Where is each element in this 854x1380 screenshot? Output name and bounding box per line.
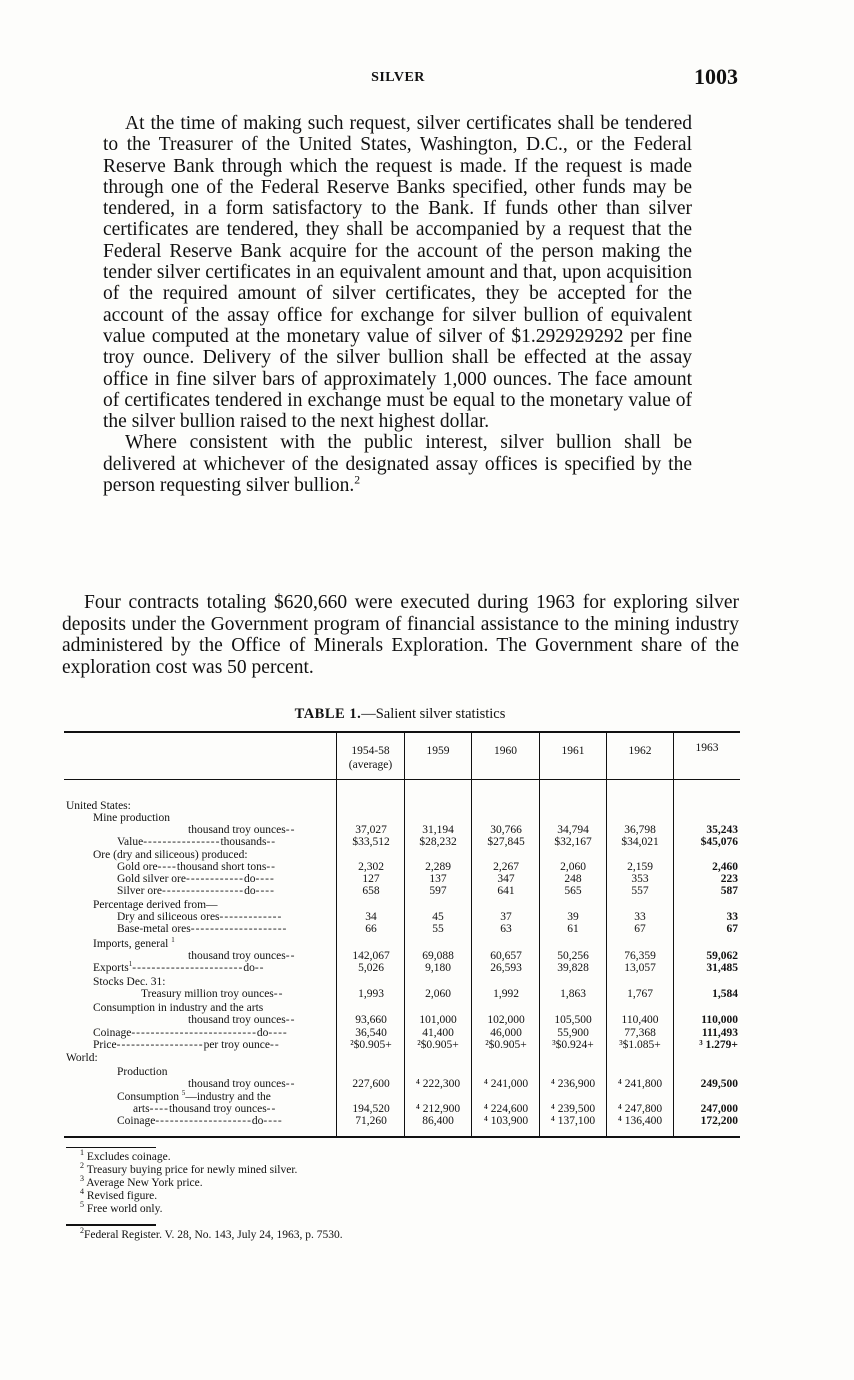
- table-cell: ⁴ 137,100: [550, 1115, 596, 1127]
- table-cell: 66: [365, 923, 377, 935]
- table-footnote: $^3$ Average New York price.: [80, 1174, 203, 1189]
- row-label-consumption-world: Consumption $^5$—industry and the: [117, 1090, 271, 1103]
- table-cell: 34,794: [557, 824, 589, 836]
- table-cell: 86,400: [422, 1115, 454, 1127]
- table-cell: 194,520: [352, 1103, 390, 1115]
- table-cell: ³$1.085+: [619, 1039, 661, 1051]
- column-header-1954-58: [337, 744, 404, 772]
- row-label-unit: thousand troy ounces--: [188, 950, 296, 962]
- column-header-1963: 1963: [695, 742, 719, 754]
- table-cell: 1,863: [560, 988, 586, 1000]
- table-cell: 61: [567, 923, 579, 935]
- table-cell: 26,593: [490, 962, 522, 974]
- table-cell: ³$0.924+: [552, 1039, 594, 1051]
- column-header-1959: 1959: [426, 745, 450, 757]
- table-cell: 658: [362, 885, 380, 897]
- table-cell: 63: [500, 923, 512, 935]
- body-paragraph: Four contracts totaling $620,660 were executed during 1963 for exploring silver deposits under the Government program of financial assistance to the mining industry administered by the Office of Minerals Exploration. The Government share of the exploration cost was 50 percent.: [62, 592, 739, 678]
- table-caption: —Salient silver statistics: [361, 706, 506, 722]
- row-label-production: Production: [117, 1066, 168, 1078]
- table-cell: 67: [726, 923, 738, 935]
- table-cell: 248: [564, 873, 582, 885]
- row-label-exports: Exports$^1$-----------------------do--: [93, 961, 265, 974]
- table-cell: 39: [567, 911, 579, 923]
- table-cell: 587: [720, 885, 738, 897]
- table-cell: ⁴ 239,500: [550, 1103, 596, 1115]
- row-label-base-metal: Base-metal ores--------------------: [117, 923, 288, 935]
- page-number: 1003: [694, 64, 738, 89]
- table-cell: 641: [497, 885, 515, 897]
- table-cell: 93,660: [355, 1014, 387, 1026]
- table-cell: ⁴ 247,800: [617, 1103, 663, 1115]
- table-cell: 45: [432, 911, 444, 923]
- table-cell: 2,289: [425, 861, 451, 873]
- table-cell: ²$0.905+: [417, 1039, 459, 1051]
- row-label-treasury: Treasury million troy ounces--: [141, 988, 284, 1000]
- row-label-ore: Ore (dry and siliceous) produced:: [93, 849, 248, 861]
- row-label-dry-siliceous: Dry and siliceous ores-------------: [117, 911, 283, 923]
- table-cell: 55,900: [557, 1027, 589, 1039]
- running-header-title: SILVER: [371, 70, 425, 85]
- quote-paragraph-1: At the time of making such request, silver certificates shall be tendered to the Treasurer of the United States, Washington, D.C., or the Federal Reserve Bank through which the request is made. If the request is made through one of the Federal Reserve Banks specified, other funds may be tendered, in a form satisfactory to the Bank. If funds other than silver certificates are tendered, they shall be accompanied by a request that the Federal Reserve Bank acquire for the account of the person making the tender silver certificates in an equivalent amount and that, upon acquisition of the required amount of silver certificates, they be accepted for the account of the assay office for exchange for silver bullion of equivalent value computed at the monetary value of silver of $1.292929292 per fine troy ounce. Delivery of the silver bullion shall be effected at the assay office in fine silver bars of approximately 1,000 ounces. The face amount of certificates tendered in exchange must be equal to the monetary value of the silver bullion raised to the next highest dollar.: [103, 113, 692, 433]
- table-cell: 110,000: [701, 1014, 738, 1026]
- table-header-rule: [64, 779, 740, 780]
- table-footnote: $^5$ Free world only.: [80, 1200, 163, 1215]
- table-title: [63, 706, 737, 723]
- table-cell: 50,256: [557, 950, 589, 962]
- column-header-1960: 1960: [494, 745, 517, 757]
- row-label-consumption: Consumption in industry and the arts: [93, 1002, 264, 1014]
- row-label-unit: thousand troy ounces--: [188, 1014, 296, 1026]
- table-cell: 35,243: [706, 824, 738, 836]
- row-label-value: Value----------------thousands--: [117, 836, 277, 848]
- table-cell: $27,845: [487, 836, 525, 848]
- table-cell: $33,512: [352, 836, 390, 848]
- table-cell: 557: [631, 885, 649, 897]
- table-cell: 36,798: [624, 824, 656, 836]
- table-cell: 247,000: [700, 1103, 738, 1115]
- table-cell: 105,500: [554, 1014, 592, 1026]
- quoted-regulation: [103, 113, 692, 496]
- table-footnote: $^2$ Treasury buying price for newly mined silver.: [80, 1161, 298, 1176]
- table-cell: 1,767: [627, 988, 653, 1000]
- table-cell: 39,828: [557, 962, 589, 974]
- table-cell: 1,584: [712, 988, 738, 1000]
- table-cell: $28,232: [419, 836, 457, 848]
- row-label-gold-ore: Gold ore----thousand short tons--: [117, 861, 277, 873]
- row-label-arts: arts----thousand troy ounces--: [133, 1103, 277, 1115]
- column-header-1962: 1962: [628, 745, 652, 757]
- page-footnote: $^2$Federal Register. V. 28, No. 143, July 24, 1963, p. 7530.: [80, 1226, 343, 1241]
- table-cell: ⁴ 241,800: [617, 1078, 663, 1090]
- table-cell: 31,485: [706, 962, 738, 974]
- table-cell: 1,993: [358, 988, 384, 1000]
- table-cell: ⁴ 222,300: [415, 1078, 461, 1090]
- table-cell: 2,267: [493, 861, 519, 873]
- table-cell: 227,600: [352, 1078, 390, 1090]
- table-cell: 55: [432, 923, 444, 935]
- table-cell: ³ 1.279+: [699, 1039, 738, 1051]
- table-cell: 30,766: [490, 824, 522, 836]
- table-cell: 101,000: [419, 1014, 457, 1026]
- table-cell: ⁴ 103,900: [483, 1115, 529, 1127]
- row-label-coinage: Coinage--------------------------do----: [93, 1027, 288, 1039]
- row-label-gold-silver-ore: Gold silver ore------------do----: [117, 873, 275, 885]
- table-cell: ⁴ 241,000: [483, 1078, 529, 1090]
- table-cell: 102,000: [487, 1014, 525, 1026]
- table-cell: ²$0.905+: [485, 1039, 527, 1051]
- table-cell: 9,180: [425, 962, 451, 974]
- row-label-percentage: Percentage derived from—: [93, 899, 218, 911]
- row-label-unit: thousand troy ounces--: [188, 1078, 296, 1090]
- table-cell: 597: [429, 885, 447, 897]
- table-cell: 353: [631, 873, 649, 885]
- table-cell: 13,057: [624, 962, 656, 974]
- table-cell: 2,159: [627, 861, 653, 873]
- table-number: TABLE 1.: [294, 706, 362, 722]
- table-cell: 34: [365, 911, 377, 923]
- table-cell: 2,302: [358, 861, 384, 873]
- table-cell: 249,500: [700, 1078, 738, 1090]
- table-cell: 77,368: [624, 1027, 656, 1039]
- table-cell: 31,194: [422, 824, 454, 836]
- table-cell: $32,167: [554, 836, 592, 848]
- row-label-price: Price------------------per troy ounce--: [93, 1039, 280, 1051]
- table-cell: 33: [726, 911, 738, 923]
- table-cell: 67: [634, 923, 646, 935]
- table-cell: ²$0.905+: [350, 1039, 392, 1051]
- table-cell: ⁴ 236,900: [550, 1078, 596, 1090]
- table-cell: 41,400: [422, 1027, 454, 1039]
- table-cell: 347: [497, 873, 515, 885]
- table-cell: 1,992: [493, 988, 519, 1000]
- table-cell: 36,540: [355, 1027, 387, 1039]
- table-cell: 565: [564, 885, 582, 897]
- table-footnote: $^1$ Excludes coinage.: [80, 1148, 171, 1163]
- table-cell: 127: [362, 873, 380, 885]
- quote-paragraph-2: [103, 432, 692, 496]
- row-label-unit: thousand troy ounces--: [188, 824, 296, 836]
- table-cell: 223: [720, 873, 738, 885]
- table-cell: 137: [429, 873, 447, 885]
- table-cell: 142,067: [352, 950, 390, 962]
- table-cell: 5,026: [358, 962, 384, 974]
- table-bottom-rule: [64, 1136, 740, 1138]
- column-header-1961: 1961: [561, 745, 585, 757]
- table-cell: $34,021: [621, 836, 659, 848]
- table-cell: 110,400: [621, 1014, 659, 1026]
- table-cell: 111,493: [701, 1027, 738, 1039]
- table-cell: 71,260: [355, 1115, 387, 1127]
- table-cell: ⁴ 224,600: [483, 1103, 529, 1115]
- row-label-stocks: Stocks Dec. 31:: [93, 976, 166, 988]
- row-label-united-states: United States:: [66, 800, 131, 812]
- table-cell: 37: [500, 911, 512, 923]
- column-header-years: 1954-58: [351, 745, 390, 757]
- table-cell: 76,359: [624, 950, 656, 962]
- table-cell: 69,088: [422, 950, 454, 962]
- table-footnote: $^4$ Revised figure.: [80, 1187, 158, 1202]
- column-header-average: (average): [348, 759, 393, 771]
- row-label-coinage-world: Coinage--------------------do----: [117, 1115, 283, 1127]
- footnote-ref: 2: [354, 473, 361, 487]
- row-label-mine-production: Mine production: [93, 812, 170, 824]
- table-cell: 2,460: [712, 861, 738, 873]
- table-cell: $45,076: [700, 836, 738, 848]
- table-cell: 33: [634, 911, 646, 923]
- table-top-rule: [64, 731, 740, 733]
- table-cell: 2,060: [560, 861, 586, 873]
- row-label-world: World:: [66, 1052, 98, 1064]
- table-cell: 172,200: [700, 1115, 738, 1127]
- quote-paragraph-2-text: Where consistent with the public interest, silver bullion shall be delivered at whichever of the designated assay offices is specified by the person requesting silver bullion.: [103, 432, 692, 497]
- table-cell: 37,027: [355, 824, 387, 836]
- table-cell: 2,060: [425, 988, 451, 1000]
- table-cell: 60,657: [490, 950, 522, 962]
- row-label-silver-ore: Silver ore-----------------do----: [117, 885, 275, 897]
- table-cell: ⁴ 212,900: [415, 1103, 461, 1115]
- row-label-imports: Imports, general $^1$: [93, 937, 175, 950]
- table-cell: 59,062: [706, 950, 738, 962]
- table-cell: ⁴ 136,400: [617, 1115, 663, 1127]
- table-cell: 46,000: [490, 1027, 522, 1039]
